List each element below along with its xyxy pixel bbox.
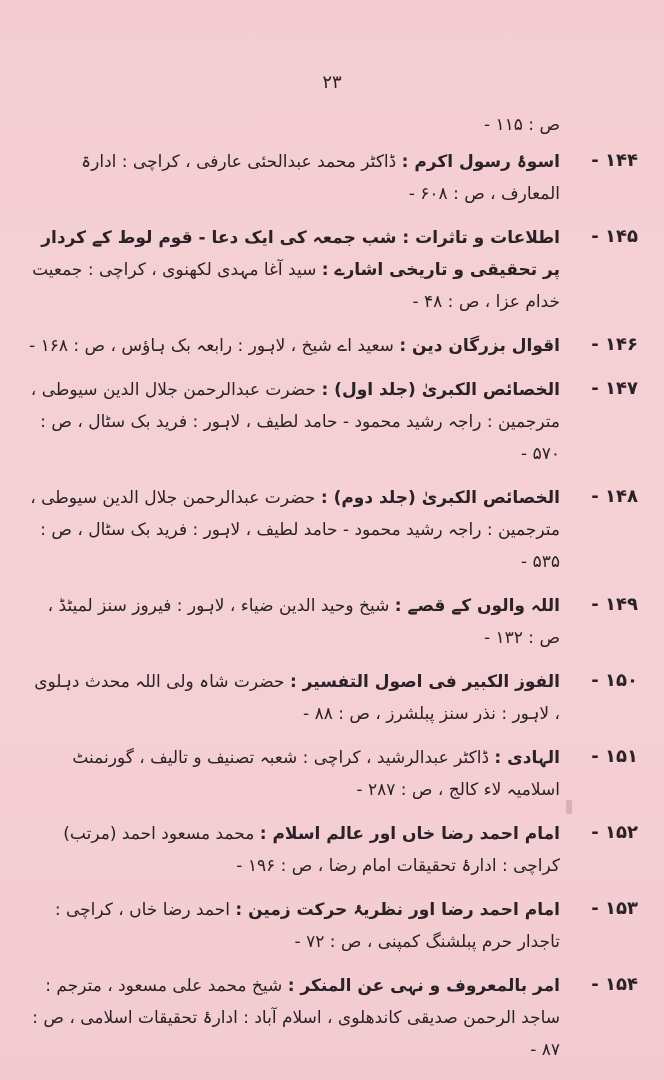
entry-number: ۱۴۷ - bbox=[591, 378, 638, 399]
list-item bbox=[26, 482, 638, 578]
entry-detail: ڈاکٹر عبدالرشید ، کراچی : شعبہ تصنیف و تالیف ، گورنمنٹ اسلامیہ لاء کالج ، ص : ۲۸۷ - bbox=[72, 748, 560, 800]
list-item bbox=[26, 590, 638, 654]
entry-title: الخصائص الکبریٰ (جلد دوم) : bbox=[320, 488, 560, 508]
entry-number: ۱۵۲ - bbox=[591, 822, 638, 843]
entry-title: امام احمد رضا اور نظریۂ حرکت زمین : bbox=[235, 900, 560, 920]
entry-detail: حضرت شاہ ولی اللہ محدث دہلوی ، لاہور : نذر سنز پبلشرز ، ص : ۸۸ - bbox=[34, 672, 560, 724]
entry-number: ۱۵۰ - bbox=[591, 670, 638, 691]
continuation-line: ص : ۱۱۵ - bbox=[483, 115, 560, 135]
list-item bbox=[26, 742, 638, 806]
entry-title: امر بالمعروف و نہی عن المنکر : bbox=[287, 976, 560, 996]
bibliography-list bbox=[26, 112, 638, 1078]
list-item bbox=[26, 970, 638, 1066]
list-item bbox=[26, 146, 638, 210]
entry-detail: شیخ وحید الدین ضیاء ، لاہور : فیروز سنز لمیٹڈ ، ص : ۱۳۲ - bbox=[47, 596, 560, 648]
entry-title: الہادی : bbox=[494, 748, 560, 768]
entry-number: ۱۴۸ - bbox=[591, 486, 638, 507]
list-item bbox=[26, 666, 638, 730]
entry-number: ۱۴۵ - bbox=[591, 226, 638, 247]
entry-title: اطلاعات و تاثرات : شب جمعہ کی ایک دعا - قوم لوط کے کردار پر تحقیقی و تاریخی اشارے : bbox=[41, 228, 560, 280]
paper-stain bbox=[566, 800, 572, 814]
entry-detail: حضرت عبدالرحمن جلال الدین سیوطی ، مترجمین : راجہ رشید محمود - حامد لطیف ، لاہور : فرید بک سٹال ، ص : ۵۷۰ - bbox=[30, 380, 560, 464]
entry-number: ۱۵۴ - bbox=[591, 974, 638, 995]
page-number: ۲۳ bbox=[322, 72, 342, 93]
entry-detail: محمد مسعود احمد (مرتب) کراچی : ادارۂ تحقیقات امام رضا ، ص : ۱۹۶ - bbox=[63, 824, 560, 876]
list-item bbox=[26, 222, 638, 318]
entry-detail: حضرت عبدالرحمن جلال الدین سیوطی ، مترجمین : راجہ رشید محمود - حامد لطیف ، لاہور : فرید بک سٹال ، ص : ۵۳۵ - bbox=[30, 488, 560, 572]
entry-number: ۱۵۳ - bbox=[591, 898, 638, 919]
list-item bbox=[26, 330, 638, 362]
entry-detail: سید آغا مہدی لکھنوی ، کراچی : جمعیت خدام عزا ، ص : ۴۸ - bbox=[32, 260, 560, 312]
entry-title: اقوال بزرگان دین : bbox=[399, 336, 560, 356]
list-item bbox=[26, 894, 638, 958]
entry-title: اسوۂ رسول اکرم : bbox=[401, 152, 560, 172]
entry-title: امام احمد رضا خاں اور عالم اسلام : bbox=[259, 824, 560, 844]
entry-title: الخصائص الکبریٰ (جلد اول) : bbox=[321, 380, 560, 400]
entry-number: ۱۴۶ - bbox=[591, 334, 638, 355]
entry-title: اللہ والوں کے قصے : bbox=[394, 596, 560, 616]
entry-number: ۱۴۴ - bbox=[591, 150, 638, 171]
list-item bbox=[26, 374, 638, 470]
entry-number: ۱۴۹ - bbox=[591, 594, 638, 615]
entry-detail: سعید اے شیخ ، لاہور : رابعہ بک ہاؤس ، ص : ۱۶۸ - bbox=[29, 336, 394, 356]
entry-detail: احمد رضا خاں ، کراچی : تاجدار حرم پبلشنگ کمپنی ، ص : ۷۲ - bbox=[54, 900, 560, 952]
entry-detail: شیخ محمد علی مسعود ، مترجم : ساجد الرحمن صدیقی کاندھلوی ، اسلام آباد : ادارۂ تحقیقات اسلامی ، ص : ۸۷ - bbox=[32, 976, 560, 1060]
list-item bbox=[26, 818, 638, 882]
entry-detail: ڈاکٹر محمد عبدالحئی عارفی ، کراچی : ادارۃ المعارف ، ص : ۶۰۸ - bbox=[81, 152, 560, 204]
entry-number: ۱۵۱ - bbox=[591, 746, 638, 767]
entry-title: الفوز الکبیر فی اصول التفسیر : bbox=[289, 672, 560, 692]
